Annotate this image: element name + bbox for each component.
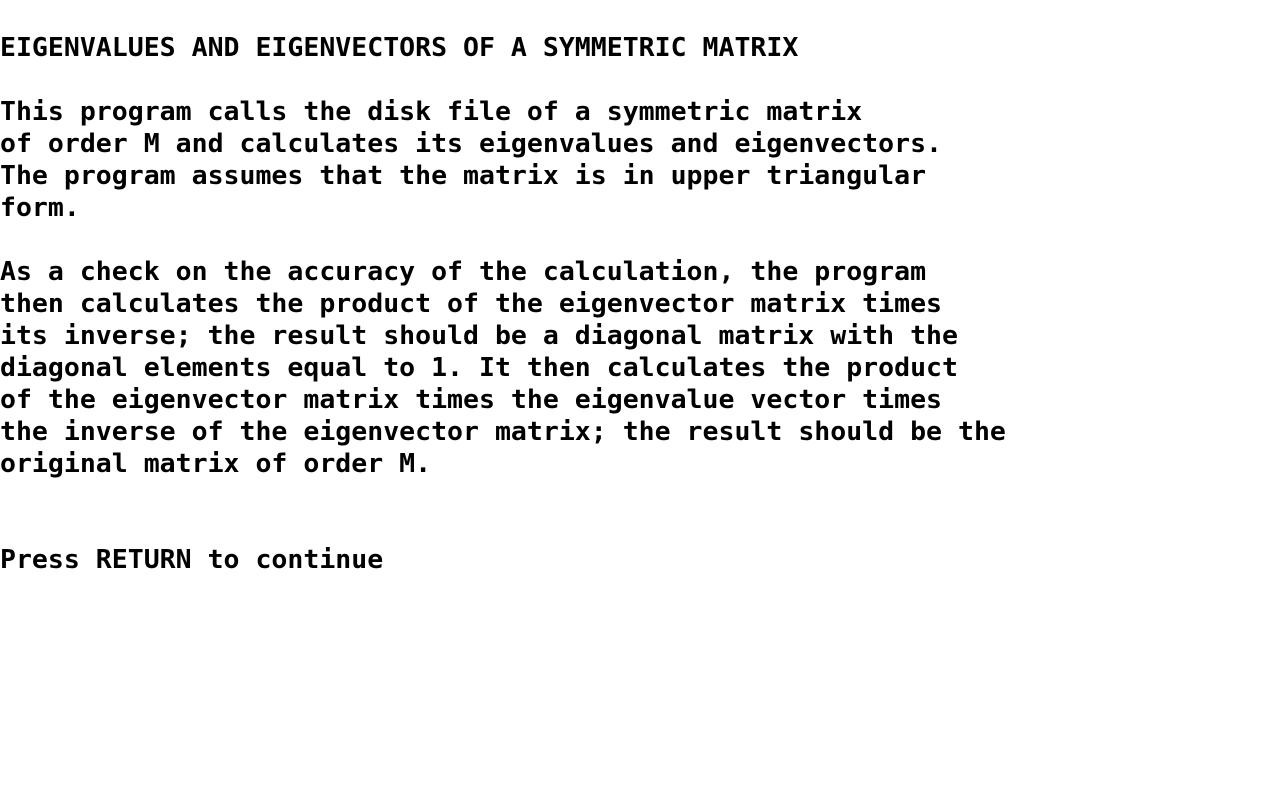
accuracy-check-line: diagonal elements equal to 1. It then calculates the product [0,353,958,383]
accuracy-check-line: As a check on the accuracy of the calculation, the program [0,257,927,287]
description-line: This program calls the disk file of a symmetric matrix [0,97,863,127]
accuracy-check-line: then calculates the product of the eigenvector matrix times [0,289,943,319]
accuracy-check-line: the inverse of the eigenvector matrix; the result should be the [0,417,1006,447]
accuracy-check-line: original matrix of order M. [0,449,432,479]
accuracy-check-line: its inverse; the result should be a diagonal matrix with the [0,321,958,351]
continue-prompt[interactable]: Press RETURN to continue [0,545,384,575]
description-line: form. [0,193,80,223]
description-line: of order M and calculates its eigenvalues and eigenvectors. [0,129,943,159]
program-title: EIGENVALUES AND EIGENVECTORS OF A SYMMETRIC MATRIX [0,33,799,63]
description-line: The program assumes that the matrix is in upper triangular [0,161,927,191]
accuracy-check-line: of the eigenvector matrix times the eigenvalue vector times [0,385,943,415]
